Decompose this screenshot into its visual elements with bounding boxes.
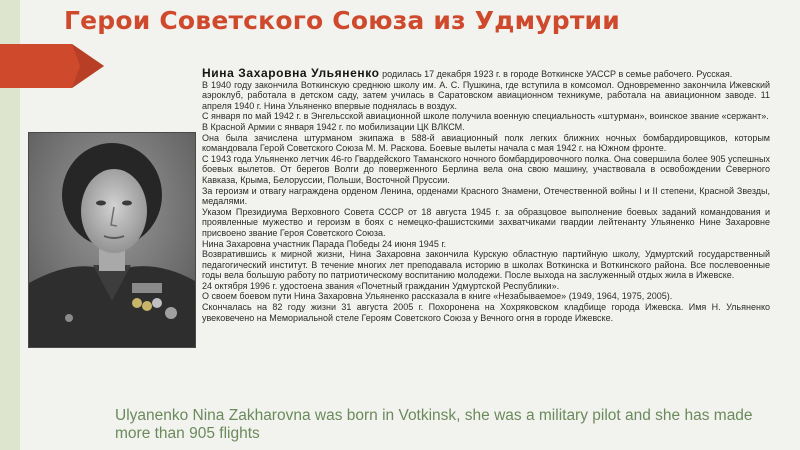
page-title: Герои Советского Союза из Удмуртии bbox=[64, 6, 620, 35]
bio-paragraph: 24 октября 1996 г. удостоена звания «Почетный гражданин Удмуртской Республики». bbox=[202, 280, 560, 291]
bio-paragraph: В 1940 году закончила Воткинскую среднюю школу им. А. С. Пушкина, где вступила в комсомол. Одновременно закончила Ижевский аэроклуб, работала в детском саду, затем училась в Саратовском авиационном техникуме, работала на авиационном заводе. 11 апреля 1940 г. Нина Ульяненко впервые поднялась в воздух. bbox=[202, 79, 770, 111]
arrow-decoration-icon bbox=[0, 44, 104, 88]
bio-intro: родилась 17 декабря 1923 г. в городе Воткинске УАССР в семье рабочего. Русская. bbox=[379, 69, 733, 79]
biography-text bbox=[202, 68, 770, 323]
bio-paragraph: Скончалась на 82 году жизни 31 августа 2005 г. Похоронена на Хохряковском кладбище города Ижевска. Имя Н. Ульяненко увековечено на Мемориальной стеле Героям Советского Союза у Вечного огня в городе Ижевске. bbox=[202, 302, 770, 323]
bio-paragraph: Нина Захаровна участник Парада Победы 24 июня 1945 г. bbox=[202, 238, 447, 249]
bio-paragraph: Возвратившись к мирной жизни, Нина Захаровна закончила Курскую областную партийную школу, Удмуртский государственный педагогический институт. В течение многих лет преподавала историю в школах Воткинска и Воткинского района. Все послевоенные годы вела большую работу по патриотическому воспитанию молодежи. После выхода на заслуженный отдых жила в Ижевске. bbox=[202, 249, 770, 281]
bio-paragraph: Она была зачислена штурманом экипажа в 588-й авиационный полк легких ближних ночных бомбардировщиков, которым командовала Герой Советского Союза М. М. Раскова. Боевые вылеты начала с мая 1942 г. на Южном фронте. bbox=[202, 132, 770, 154]
bio-paragraph: О своем боевом пути Нина Захаровна Ульяненко рассказала в книге «Незабываемое» (1949, 1964, 1975, 2005). bbox=[202, 291, 673, 302]
bio-paragraph: Указом Президиума Верховного Совета СССР от 18 августа 1945 г. за образцовое выполнение боевых заданий командования и проявленные мужество и героизм в боях с немецко-фашистскими захватчиками гвардии лейтенанту Ульяненко Нине Захаровне присвоено звание Героя Советского Союза. bbox=[202, 206, 770, 238]
english-caption: Ulyanenko Nina Zakharovna was born in Votkinsk, she was a military pilot and she has made more than 905 flights bbox=[115, 407, 753, 442]
bio-paragraph: За героизм и отвагу награждена орденом Ленина, орденами Красного Знамени, Отечественной войны I и II степени, Красной Звезды, медалями. bbox=[202, 185, 770, 207]
hero-name: Нина Захаровна Ульяненко bbox=[202, 66, 380, 80]
portrait-photo bbox=[28, 132, 196, 348]
bio-paragraph: В Красной Армии с января 1942 г. по мобилизации ЦК ВЛКСМ. bbox=[202, 121, 465, 132]
bio-paragraph: С января по май 1942 г. в Энгельсской авиационной школе получила военную специальность «штурман», воинское звание «сержант». bbox=[202, 111, 769, 122]
bio-paragraph: С 1943 года Ульяненко летчик 46-го Гвардейского Таманского ночного бомбардировочного полка. Она совершила более 905 успешных боевых вылетов. От берегов Волги до поверженного Берлина вела она свою машину, участвовала в освобождении Северного Кавказа, Крыма, Белоруссии, Польши, Восточной Пруссии. bbox=[202, 153, 770, 185]
